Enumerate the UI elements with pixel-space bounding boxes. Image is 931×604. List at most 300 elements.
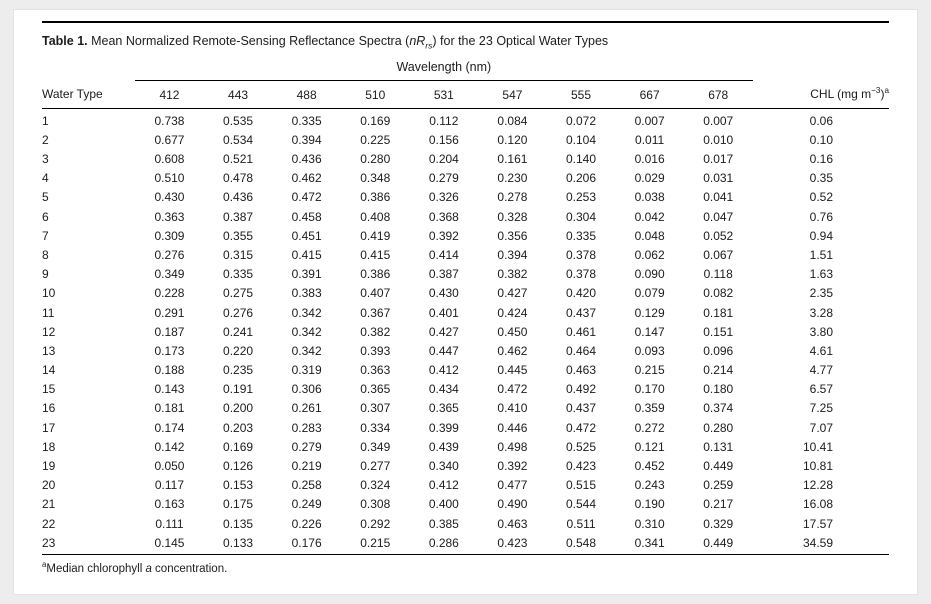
chl-cell: 2.35: [809, 286, 833, 301]
table-row: [42, 130, 889, 149]
reflectance-cell: 0.147: [634, 324, 665, 339]
reflectance-cell: 0.521: [223, 152, 254, 166]
wavelength-header: 547: [478, 80, 547, 108]
reflectance-cell: 0.174: [154, 420, 185, 435]
reflectance-cell: 0.382: [360, 324, 391, 339]
reflectance-cell: 0.374: [703, 401, 734, 416]
reflectance-cell: 0.462: [291, 171, 322, 186]
reflectance-cell: 0.472: [291, 190, 322, 205]
reflectance-cell: 0.446: [497, 420, 528, 435]
chl-cell: 7.25: [809, 401, 833, 416]
water-type-cell: 5: [42, 190, 49, 205]
chl-cell: 3.80: [809, 324, 833, 339]
water-type-cell: 7: [42, 228, 49, 243]
table-row: [42, 437, 889, 456]
reflectance-cell: 0.200: [223, 401, 254, 416]
reflectance-cell: 0.280: [360, 152, 391, 166]
reflectance-cell: 0.326: [428, 190, 459, 205]
reflectance-cell: 0.378: [566, 267, 597, 282]
reflectance-cell: 0.220: [223, 343, 254, 358]
reflectance-cell: 0.544: [566, 497, 597, 512]
reflectance-cell: 0.335: [291, 113, 322, 128]
reflectance-cell: 0.214: [703, 363, 734, 378]
reflectance-cell: 0.203: [223, 420, 254, 435]
table-row: [42, 399, 889, 418]
reflectance-cell: 0.477: [497, 478, 528, 493]
reflectance-cell: 0.010: [703, 132, 734, 147]
water-type-cell: 10: [42, 286, 56, 301]
reflectance-cell: 0.430: [154, 190, 185, 205]
reflectance-cell: 0.335: [566, 228, 597, 243]
reflectance-cell: 0.129: [634, 305, 665, 320]
reflectance-cell: 0.608: [154, 152, 185, 166]
reflectance-cell: 0.243: [634, 478, 665, 493]
reflectance-cell: 0.170: [634, 382, 665, 397]
reflectance-cell: 0.011: [635, 132, 665, 147]
water-type-cell: 1: [42, 113, 49, 128]
water-type-cell: 23: [42, 533, 135, 554]
reflectance-cell: 0.365: [360, 382, 391, 397]
reflectance-cell: 0.279: [291, 439, 322, 454]
table-footnote: [42, 559, 889, 575]
group-header-spacer-left: [42, 59, 135, 81]
reflectance-cell: 0.424: [497, 305, 528, 320]
reflectance-cell: 0.093: [634, 343, 665, 358]
reflectance-cell: 0.490: [497, 497, 528, 512]
table-row: [42, 495, 889, 514]
column-header-row: [42, 80, 889, 108]
reflectance-cell: 0.349: [154, 267, 185, 282]
reflectance-cell: 0.394: [497, 247, 528, 262]
water-type-header: Water Type: [42, 80, 135, 108]
reflectance-cell: 0.387: [223, 209, 254, 224]
reflectance-cell: 0.121: [634, 439, 665, 454]
reflectance-cell: 0.029: [634, 171, 665, 186]
caption-text-after: ) for the 23 Optical Water Types: [432, 34, 609, 48]
reflectance-cell: 0.319: [291, 363, 322, 378]
reflectance-cell: 0.462: [497, 343, 528, 358]
water-type-cell: 14: [42, 363, 56, 378]
group-header-spacer-right: [753, 59, 890, 81]
reflectance-cell: 0.047: [703, 209, 734, 224]
reflectance-cell: 0.140: [566, 152, 597, 166]
reflectance-cell: 0.510: [154, 171, 185, 186]
chl-cell: 1.63: [809, 267, 833, 282]
caption-symbol-subscript: rs: [425, 40, 433, 51]
reflectance-cell: 0.007: [703, 113, 734, 128]
reflectance-cell: 0.420: [566, 286, 597, 301]
reflectance-cell: 0.275: [223, 286, 254, 301]
reflectance-cell: 0.427: [497, 286, 528, 301]
water-type-cell: 17: [42, 420, 56, 435]
reflectance-cell: 0.399: [428, 420, 459, 435]
reflectance-cell: 0.181: [154, 401, 185, 416]
reflectance-cell: 0.145: [135, 533, 204, 554]
reflectance-cell: 0.169: [223, 439, 254, 454]
reflectance-cell: 0.050: [154, 459, 185, 473]
reflectance-cell: 0.385: [428, 516, 459, 531]
table-row: [42, 226, 889, 245]
reflectance-cell: 0.449: [684, 533, 753, 554]
reflectance-cell: 0.131: [703, 439, 734, 454]
reflectance-cell: 0.478: [223, 171, 254, 186]
reflectance-cell: 0.498: [497, 439, 528, 454]
reflectance-cell: 0.355: [223, 228, 254, 243]
reflectance-cell: 0.334: [360, 420, 391, 435]
water-type-cell: 21: [42, 497, 56, 512]
reflectance-cell: 0.283: [291, 420, 322, 435]
reflectance-cell: 0.348: [360, 171, 391, 186]
chl-header: [753, 80, 890, 108]
reflectance-cell: 0.515: [566, 478, 597, 493]
reflectance-cell: 0.117: [154, 478, 185, 493]
reflectance-cell: 0.341: [615, 533, 684, 554]
reflectance-cell: 0.386: [360, 190, 391, 205]
reflectance-cell: 0.365: [428, 401, 459, 416]
reflectance-cell: 0.276: [154, 247, 185, 262]
reflectance-cell: 0.427: [428, 324, 459, 339]
reflectance-cell: 0.219: [291, 459, 322, 473]
reflectance-cell: 0.310: [634, 516, 665, 531]
reflectance-cell: 0.472: [566, 420, 597, 435]
water-type-cell: 18: [42, 439, 56, 454]
data-table: [42, 59, 889, 555]
table-row: [42, 188, 889, 207]
reflectance-cell: 0.329: [703, 516, 734, 531]
reflectance-cell: 0.392: [497, 459, 528, 473]
reflectance-cell: 0.451: [291, 228, 322, 243]
table-head: [42, 59, 889, 109]
reflectance-cell: 0.436: [223, 190, 254, 205]
reflectance-cell: 0.188: [154, 363, 185, 378]
table-row: [42, 533, 889, 554]
chl-cell: 10.41: [802, 439, 833, 454]
reflectance-cell: 0.016: [634, 152, 665, 166]
chl-cell: 0.06: [809, 113, 833, 128]
reflectance-cell: 0.259: [703, 478, 734, 493]
reflectance-cell: 0.292: [360, 516, 391, 531]
wavelength-header: 510: [341, 80, 410, 108]
reflectance-cell: 0.309: [154, 228, 185, 243]
footnote-text-before: Median chlorophyll: [46, 562, 146, 575]
reflectance-cell: 0.215: [634, 363, 665, 378]
table-row: [42, 169, 889, 188]
water-type-cell: 12: [42, 324, 56, 339]
reflectance-cell: 0.304: [566, 209, 597, 224]
chl-cell: 0.10: [809, 132, 833, 147]
table-row: [42, 149, 889, 168]
reflectance-cell: 0.126: [223, 459, 254, 473]
table-row: [42, 418, 889, 437]
reflectance-cell: 0.153: [223, 478, 254, 493]
water-type-cell: 9: [42, 267, 49, 282]
reflectance-cell: 0.408: [360, 209, 391, 224]
reflectance-cell: 0.342: [291, 305, 322, 320]
reflectance-cell: 0.041: [703, 190, 734, 205]
reflectance-cell: 0.142: [154, 439, 185, 454]
chl-cell: 34.59: [753, 533, 890, 554]
reflectance-cell: 0.308: [360, 497, 391, 512]
reflectance-cell: 0.415: [360, 247, 391, 262]
reflectance-cell: 0.401: [428, 305, 459, 320]
reflectance-cell: 0.315: [223, 247, 254, 262]
reflectance-cell: 0.279: [428, 171, 459, 186]
reflectance-cell: 0.204: [428, 152, 459, 166]
reflectance-cell: 0.525: [566, 439, 597, 454]
wavelength-header: 488: [272, 80, 341, 108]
reflectance-cell: 0.052: [703, 228, 734, 243]
water-type-cell: 8: [42, 247, 49, 262]
reflectance-cell: 0.414: [428, 247, 459, 262]
reflectance-cell: 0.120: [497, 132, 528, 147]
reflectance-cell: 0.464: [566, 343, 597, 358]
chl-cell: 3.28: [809, 305, 833, 320]
table-row: [42, 322, 889, 341]
reflectance-cell: 0.228: [154, 286, 185, 301]
reflectance-cell: 0.400: [428, 497, 459, 512]
reflectance-cell: 0.286: [410, 533, 479, 554]
reflectance-cell: 0.328: [497, 209, 528, 224]
table-row: [42, 360, 889, 379]
water-type-cell: 15: [42, 382, 56, 397]
reflectance-cell: 0.180: [703, 382, 734, 397]
reflectance-cell: 0.096: [703, 343, 734, 358]
reflectance-cell: 0.133: [204, 533, 273, 554]
reflectance-cell: 0.534: [223, 132, 254, 147]
reflectance-cell: 0.447: [428, 343, 459, 358]
chl-cell: 7.07: [809, 420, 833, 435]
reflectance-cell: 0.062: [634, 247, 665, 262]
reflectance-cell: 0.335: [223, 267, 254, 282]
table-row: [42, 284, 889, 303]
reflectance-cell: 0.394: [291, 132, 322, 147]
reflectance-cell: 0.511: [566, 516, 596, 531]
chl-cell: 17.57: [802, 516, 833, 531]
caption-label: Table 1.: [42, 34, 88, 48]
wavelength-group-header: Wavelength (nm): [135, 59, 752, 81]
chl-cell: 0.35: [809, 171, 833, 186]
reflectance-cell: 0.253: [566, 190, 597, 205]
wavelength-header: 555: [547, 80, 616, 108]
wavelength-header: 531: [410, 80, 479, 108]
reflectance-cell: 0.090: [634, 267, 665, 282]
reflectance-cell: 0.084: [497, 113, 528, 128]
reflectance-cell: 0.492: [566, 382, 597, 397]
reflectance-cell: 0.291: [154, 305, 185, 320]
reflectance-cell: 0.277: [360, 459, 391, 473]
reflectance-cell: 0.412: [428, 363, 459, 378]
reflectance-cell: 0.363: [360, 363, 391, 378]
reflectance-cell: 0.235: [223, 363, 254, 378]
chl-cell: 6.57: [809, 382, 833, 397]
reflectance-cell: 0.342: [291, 324, 322, 339]
reflectance-cell: 0.135: [223, 516, 254, 531]
chl-cell: 1.51: [809, 247, 833, 262]
table-row: [42, 476, 889, 495]
reflectance-cell: 0.258: [291, 478, 322, 493]
table-top-rule: [42, 21, 889, 23]
reflectance-cell: 0.450: [497, 324, 528, 339]
reflectance-cell: 0.472: [497, 382, 528, 397]
chl-cell: 12.28: [802, 478, 833, 493]
reflectance-cell: 0.382: [497, 267, 528, 282]
reflectance-cell: 0.356: [497, 228, 528, 243]
reflectance-cell: 0.306: [291, 382, 322, 397]
chl-header-text: CHL (mg m: [810, 87, 872, 102]
reflectance-cell: 0.368: [428, 209, 459, 224]
table-body: [42, 108, 889, 554]
table-row: [42, 207, 889, 226]
reflectance-cell: 0.082: [703, 286, 734, 301]
reflectance-cell: 0.278: [497, 190, 528, 205]
reflectance-cell: 0.280: [703, 420, 734, 435]
caption-symbol: nR: [409, 34, 426, 48]
table-row: [42, 341, 889, 360]
reflectance-cell: 0.042: [634, 209, 665, 224]
wavelength-header: 678: [684, 80, 753, 108]
reflectance-cell: 0.324: [360, 478, 391, 493]
reflectance-cell: 0.463: [566, 363, 597, 378]
reflectance-cell: 0.112: [429, 113, 459, 128]
reflectance-cell: 0.434: [428, 382, 459, 397]
reflectance-cell: 0.677: [154, 132, 185, 147]
reflectance-cell: 0.383: [291, 286, 322, 301]
reflectance-cell: 0.241: [223, 324, 254, 339]
reflectance-cell: 0.104: [566, 132, 597, 147]
table-row: [42, 245, 889, 264]
caption-text-before: Mean Normalized Remote-Sensing Reflectance Spectra (: [91, 34, 410, 48]
chl-header-close: ): [880, 87, 885, 102]
reflectance-cell: 0.430: [428, 286, 459, 301]
reflectance-cell: 0.230: [497, 171, 528, 186]
footnote-text-after: concentration.: [151, 562, 228, 575]
reflectance-cell: 0.423: [478, 533, 547, 554]
chl-header-exponent: −3: [871, 86, 881, 96]
water-type-cell: 4: [42, 171, 49, 186]
reflectance-cell: 0.463: [497, 516, 528, 531]
chl-cell: 0.76: [809, 209, 833, 224]
reflectance-cell: 0.412: [428, 478, 459, 493]
reflectance-cell: 0.386: [360, 267, 391, 282]
chl-cell: 4.77: [809, 363, 833, 378]
water-type-cell: 3: [42, 152, 49, 166]
reflectance-cell: 0.423: [566, 459, 597, 473]
chl-header-footnote-mark: a: [884, 86, 889, 96]
reflectance-cell: 0.190: [634, 497, 665, 512]
reflectance-cell: 0.738: [154, 113, 185, 128]
reflectance-cell: 0.391: [291, 267, 322, 282]
reflectance-cell: 0.191: [223, 382, 254, 397]
water-type-cell: 16: [42, 401, 56, 416]
footnote-italic: a: [145, 562, 152, 575]
table-row: [42, 265, 889, 284]
reflectance-cell: 0.225: [360, 132, 391, 147]
wavelength-header: 412: [135, 80, 204, 108]
reflectance-cell: 0.393: [360, 343, 391, 358]
reflectance-cell: 0.169: [360, 113, 391, 128]
water-type-cell: 6: [42, 209, 49, 224]
reflectance-cell: 0.175: [223, 497, 254, 512]
reflectance-cell: 0.038: [634, 190, 665, 205]
reflectance-cell: 0.007: [634, 113, 665, 128]
table-caption: [42, 34, 889, 50]
table-row: [42, 108, 889, 130]
water-type-cell: 22: [42, 516, 56, 531]
reflectance-cell: 0.407: [360, 286, 391, 301]
reflectance-cell: 0.272: [634, 420, 665, 435]
reflectance-cell: 0.387: [428, 267, 459, 282]
reflectance-cell: 0.342: [291, 343, 322, 358]
reflectance-cell: 0.276: [223, 305, 254, 320]
reflectance-cell: 0.415: [291, 247, 322, 262]
wavelength-header: 667: [615, 80, 684, 108]
reflectance-cell: 0.461: [566, 324, 597, 339]
reflectance-cell: 0.226: [291, 516, 322, 531]
table-row: [42, 303, 889, 322]
reflectance-cell: 0.445: [497, 363, 528, 378]
chl-cell: 0.16: [809, 152, 833, 166]
reflectance-cell: 0.067: [703, 247, 734, 262]
reflectance-cell: 0.378: [566, 247, 597, 262]
reflectance-cell: 0.215: [341, 533, 410, 554]
reflectance-cell: 0.437: [566, 401, 597, 416]
reflectance-cell: 0.307: [360, 401, 391, 416]
chl-cell: 16.08: [802, 497, 833, 512]
reflectance-cell: 0.410: [497, 401, 528, 416]
reflectance-cell: 0.143: [154, 382, 185, 397]
wavelength-header: 443: [204, 80, 273, 108]
chl-cell: 0.52: [809, 190, 833, 205]
reflectance-cell: 0.187: [154, 324, 185, 339]
reflectance-cell: 0.452: [634, 459, 665, 473]
water-type-cell: 11: [42, 305, 55, 320]
reflectance-cell: 0.392: [428, 228, 459, 243]
reflectance-cell: 0.151: [703, 324, 734, 339]
reflectance-cell: 0.548: [547, 533, 616, 554]
table-row: [42, 380, 889, 399]
water-type-cell: 2: [42, 132, 49, 147]
reflectance-cell: 0.535: [223, 113, 254, 128]
reflectance-cell: 0.359: [634, 401, 665, 416]
reflectance-cell: 0.017: [703, 152, 734, 166]
chl-cell: 0.94: [809, 228, 833, 243]
table-row: [42, 514, 889, 533]
water-type-cell: 20: [42, 478, 56, 493]
reflectance-cell: 0.156: [428, 132, 459, 147]
reflectance-cell: 0.206: [566, 171, 597, 186]
reflectance-cell: 0.031: [703, 171, 734, 186]
reflectance-cell: 0.161: [497, 152, 528, 166]
reflectance-cell: 0.111: [155, 516, 184, 531]
reflectance-cell: 0.458: [291, 209, 322, 224]
reflectance-cell: 0.173: [154, 343, 185, 358]
water-type-cell: 13: [42, 343, 56, 358]
table-panel: [13, 9, 918, 595]
reflectance-cell: 0.118: [703, 267, 733, 282]
reflectance-cell: 0.217: [703, 497, 734, 512]
reflectance-cell: 0.079: [634, 286, 665, 301]
reflectance-cell: 0.181: [703, 305, 734, 320]
reflectance-cell: 0.437: [566, 305, 597, 320]
reflectance-cell: 0.349: [360, 439, 391, 454]
reflectance-cell: 0.048: [634, 228, 665, 243]
reflectance-cell: 0.367: [360, 305, 391, 320]
chl-cell: 10.81: [802, 459, 833, 473]
reflectance-cell: 0.340: [428, 459, 459, 473]
reflectance-cell: 0.163: [154, 497, 185, 512]
group-header-row: [42, 59, 889, 81]
chl-cell: 4.61: [809, 343, 833, 358]
